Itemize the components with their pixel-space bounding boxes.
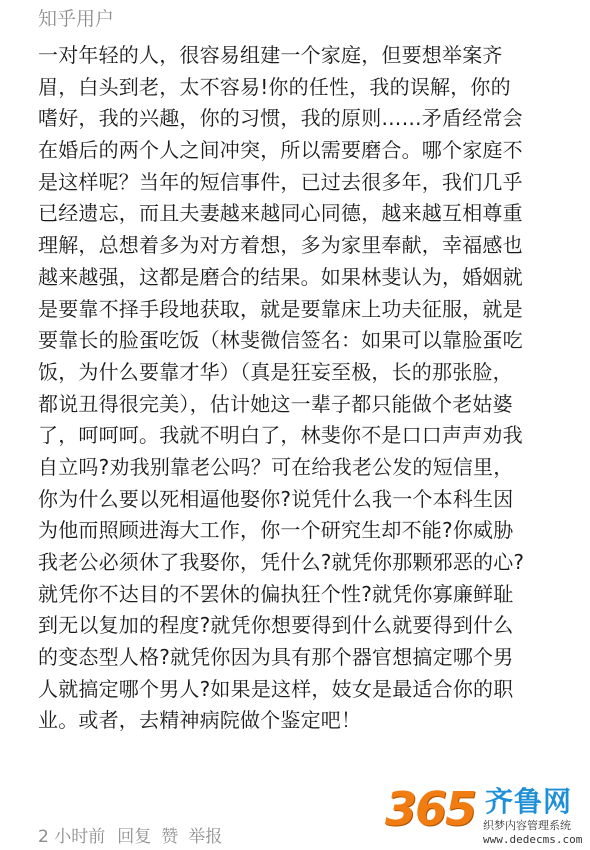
comment-line: 是要靠不择手段地获取，就是要靠床上功夫征服，就是 xyxy=(38,296,523,321)
comment-line: 理解，总想着多为对方着想，多为家里奉献，幸福感也 xyxy=(38,233,523,258)
comment-line: 业。或者，去精神病院做个鉴定吧！ xyxy=(38,708,362,733)
comment-line: 眉，白头到老，太不容易!你的任性，我的误解，你的 xyxy=(38,74,511,99)
comment-line: 越来越强，这都是磨合的结果。如果林斐认为，婚姻就 xyxy=(38,264,523,289)
comment-line: 饭，为什么要靠才华）（真是狂妄至极，长的那张脸， xyxy=(38,359,513,384)
reply-button[interactable]: 回复 xyxy=(117,826,152,847)
comment-line: 嗜好，我的兴趣，你的习惯，我的原则……矛盾经常会 xyxy=(38,106,523,131)
like-button[interactable]: 赞 xyxy=(161,826,179,847)
author-name[interactable]: 知乎用户 xyxy=(38,8,115,30)
comment-line: 你为什么要以死相逼他娶你?说凭什么我一个本科生因 xyxy=(38,486,514,511)
comment-line: 就凭你不达目的不罢休的偏执狂个性?就凭你寡廉鲜耻 xyxy=(38,581,514,606)
comment-line: 一对年轻的人，很容易组建一个家庭，但要想举案齐 xyxy=(38,43,503,67)
comment-line: 的变态型人格?就凭你因为具有那个器官想搞定哪个男 xyxy=(38,645,514,670)
comment-line: 已经遗忘，而且夫妻越来越同心同德，越来越互相尊重 xyxy=(38,201,523,226)
comment-line: 到无以复加的程度?就凭你想要得到什么就要得到什么 xyxy=(38,613,514,638)
comment-line: 了，呵呵呵。我就不明白了，林斐你不是口口声声劝我 xyxy=(38,423,523,448)
watermark-number: 365 xyxy=(385,782,476,836)
comment-actions xyxy=(38,822,232,846)
watermark-subtitle: 织梦内容管理系统 xyxy=(483,819,571,832)
comment-body xyxy=(38,40,583,737)
comment-line: 都说丑得很完美），估计她这一辈子都只能做个老姑婆 xyxy=(38,391,513,416)
comment-line: 要靠长的脸蛋吃饭（林斐微信签名：如果可以靠脸蛋吃 xyxy=(38,328,523,353)
watermark-url: www.dedecms.com xyxy=(483,833,583,846)
comment-line: 自立吗?劝我别靠老公吗？可在给我老公发的短信里， xyxy=(38,454,514,479)
watermark-site-name: 齐鲁网 xyxy=(485,785,573,818)
report-button[interactable]: 举报 xyxy=(188,826,223,847)
comment-line: 在婚后的两个人之间冲突，所以需要磨合。哪个家庭不 xyxy=(38,138,523,163)
watermark-logo xyxy=(385,782,590,850)
comment-line: 为他而照顾进海大工作，你一个研究生却不能?你威胁 xyxy=(38,518,514,543)
comment-time: 2 小时前 xyxy=(38,826,106,847)
comment-line: 人就搞定哪个男人?如果是这样，妓女是最适合你的职 xyxy=(38,676,514,701)
comment-line: 我老公必须休了我娶你，凭什么?就凭你那颗邪恶的心? xyxy=(38,550,525,574)
comment-line: 是这样呢？当年的短信事件，已过去很多年，我们几乎 xyxy=(38,169,523,194)
